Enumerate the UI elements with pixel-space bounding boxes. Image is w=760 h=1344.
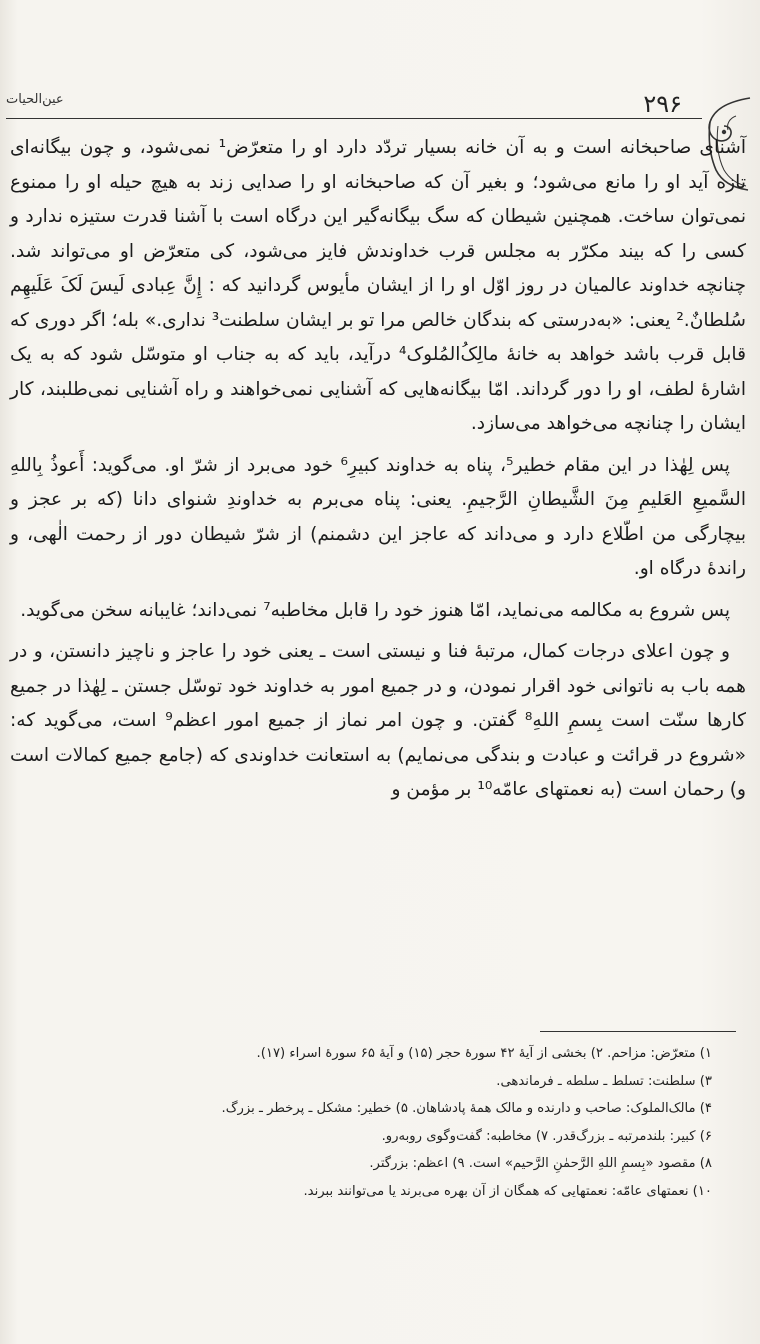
footnote-line: ۸) مقصود «بِسمِ اللهِ الرَّحمٰنِ الرَّحیم» است. ۹) اعظم: بزرگتر. <box>369 1156 712 1171</box>
footnote-line: ۱) متعرّض: مزاحم. ۲) بخشی از آیهٔ ۴۲ سورهٔ حجر (۱۵) و آیهٔ ۶۵ سورهٔ اسراء (۱۷). <box>256 1046 712 1061</box>
paragraph: پس شروع به مکالمه می‌نماید، امّا هنوز خود را قابل مخاطبه⁷ نمی‌داند؛ غایبانه سخن می‌گوید. <box>20 599 730 621</box>
main-text <box>10 131 746 808</box>
footnotes <box>60 1040 712 1205</box>
header-rule <box>6 118 702 119</box>
page-header <box>0 88 760 128</box>
paragraph: آشنای صاحبخانه است و به آن خانه بسیار تردّد دارد او را متعرّض¹ نمی‌شود، و چون بیگانه‌ای تازه آید او را مانع می‌شود؛ و بغیر آن که صاحبخانه او را صدایی زند به هیچ حیله او را ممنوع نمی‌توان ساخت. همچنین شیطان که سگ بیگانه‌گیر این درگاه است با آشنا قدرت ستیزه ندارد و کسی را که بیند مکرّر به مجلس قرب خداوندش فایز می‌شود، کی متعرّض او می‌تواند شد. چنانچه خداوند عالمیان در روز اوّل او را از ایشان مأیوس گردانید که : إِنَّ عِبادی لَیسَ لَکَ عَلَیهِم سُلطانٌ.² یعنی: «به‌درستی که بندگان خالص مرا تو بر ایشان سلطنت³ نداری.» بله؛ اگر دوری که قابل قرب باشد خواهد به خانهٔ مالِکُ‌المُلوک⁴ درآید، باید که به جناب او متوسّل شود که به یک اشارهٔ لطف، او را دور گرداند. امّا بیگانه‌هایی که آشنایی نمی‌خواهند و راه آشنایی نمی‌طلبند، کار ایشان را چنانچه می‌خواهد می‌سازد. <box>10 137 746 434</box>
footnote-line: ۱۰) نعمتهای عامّه: نعمتهایی که همگان از آن بهره می‌برند یا می‌توانند ببرند. <box>303 1183 712 1199</box>
paragraph: و چون اعلای درجات کمال، مرتبهٔ فنا و نیستی است ـ یعنی خود را عاجز و ناچیز دانستن، و در همه باب به ناتوانی خود اقرار نمودن، و در جمیع امور به خداوند خود توسّل جستن ـ لِهٰذا در جمیع کارها سنّت است بِسمِ اللهِ⁸ گفتن. و چون امر نماز از جمیع امور اعظم⁹ است، می‌گوید که: «شروع در قرائت و عبادت و بندگی می‌نمایم) به استعانت خداوندی که (جامع جمیع کمالات است و) رحمان است (به نعمتهای عامّه¹⁰ بر مؤمن و <box>10 641 747 800</box>
footnote-line: ۶) کبیر: بلندمرتبه ـ بزرگ‌قدر. ۷) مخاطبه: گفت‌وگوی روبه‌رو. <box>381 1128 712 1144</box>
footnote-line: ۳) سلطنت: تسلط ـ سلطه ـ فرماندهی. <box>496 1073 712 1089</box>
footnote-line: ۴) مالک‌الملوک: صاحب و دارنده و مالک همهٔ پادشاهان. ۵) خطیر: مشکل ـ پرخطر ـ بزرگ. <box>221 1101 712 1116</box>
page-number: ۲۹۶ <box>643 90 682 118</box>
footnote-rule <box>540 1031 736 1032</box>
paragraph: پس لِهٰذا در این مقام خطیر⁵، پناه به خداوند کبیرِ⁶ خود می‌برد از شرّ او. می‌گوید: أَعوذُ بِاللهِ السَّمیعِ العَلیمِ مِنَ الشَّیطانِ الرَّجیمِ. یعنی: پناه می‌برم به خداوندِ شنوای دانا (که بر عجز و بیچارگی من اطّلاع دارد و می‌داند که عاجز این دشمنم) از شرّ شیطان دور از رحمت الٰهی، و راندهٔ درگاه او. <box>10 454 746 579</box>
running-title: عین‌الحیات <box>6 92 64 107</box>
